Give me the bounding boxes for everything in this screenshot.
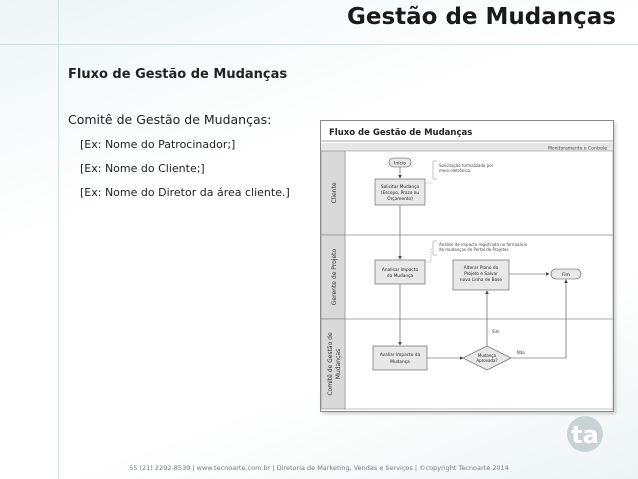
lane-label-comite-line2: Mudanças [335, 348, 342, 380]
analyze-note-line1: Análise de impacto registrada no formulário [439, 242, 528, 247]
top-rule [0, 44, 638, 45]
lane-label-cliente: Cliente [331, 182, 338, 204]
committee-members-list [80, 138, 290, 210]
request-line3: Orçamento) [387, 197, 413, 202]
end-label: Fim [562, 273, 570, 278]
member-client: [Ex: Nome do Cliente;] [80, 162, 205, 175]
process-flow-diagram [320, 120, 614, 412]
logo-text: ta [571, 421, 599, 449]
member-sponsor: [Ex: Nome do Patrocinador;] [80, 138, 236, 151]
member-director: [Ex: Nome do Diretor da área cliente.] [80, 186, 290, 199]
committee-label: Comitê de Gestão de Mudanças: [68, 112, 272, 127]
analyze-committee-line1: Avaliar Impacto da [379, 353, 421, 358]
edge-yes-label: Sim [492, 329, 500, 334]
analyze-impact-committee-node [373, 346, 427, 370]
update-plan-line3: nova Linha de Base [459, 278, 503, 283]
analyze-gp-line1: Analisar Impacto [381, 268, 419, 273]
left-rule [58, 0, 59, 479]
update-plan-line1: Alterar Plano do [463, 266, 499, 271]
slide-footer: 55 (21) 2292-8539 | www.tecnoarte.com.br | Diretoria de Marketing, Vendas e Serviços | ©copyright Tecnoarte 2014 [129, 464, 509, 472]
analyze-note-line2: de mudanças do Portal de Projetos [439, 247, 509, 252]
edge-no-label: Não [517, 350, 525, 355]
analyze-gp-line2: da Mudança [386, 274, 414, 279]
header-note: Monitoramento e Controle [547, 146, 607, 152]
lane-label-gerente: Gerente de Projeto [331, 248, 338, 306]
update-plan-line2: Projeto e Salvar [464, 272, 498, 277]
analyze-committee-line2: Mudança [390, 360, 410, 365]
request-note-line1: Solicitação formalizada por [439, 163, 494, 168]
decision-line1: Mudança [477, 353, 497, 358]
slide-title: Gestão de Mudanças [346, 4, 616, 30]
request-note-line2: meio eletrônico. [439, 168, 472, 173]
request-line2: (Escopo, Prazo ou [380, 191, 420, 196]
start-label: Início [394, 161, 406, 167]
lane-label-comite-line1: Comitê de Gestão de [327, 332, 334, 396]
decision-line2: Aprovada? [476, 358, 498, 363]
request-line1: Solicitar Mudança [380, 185, 420, 190]
tecnoarte-logo [563, 412, 613, 454]
diagram-title: Fluxo de Gestão de Mudanças [329, 128, 473, 138]
slide-subtitle: Fluxo de Gestão de Mudanças [68, 67, 288, 82]
